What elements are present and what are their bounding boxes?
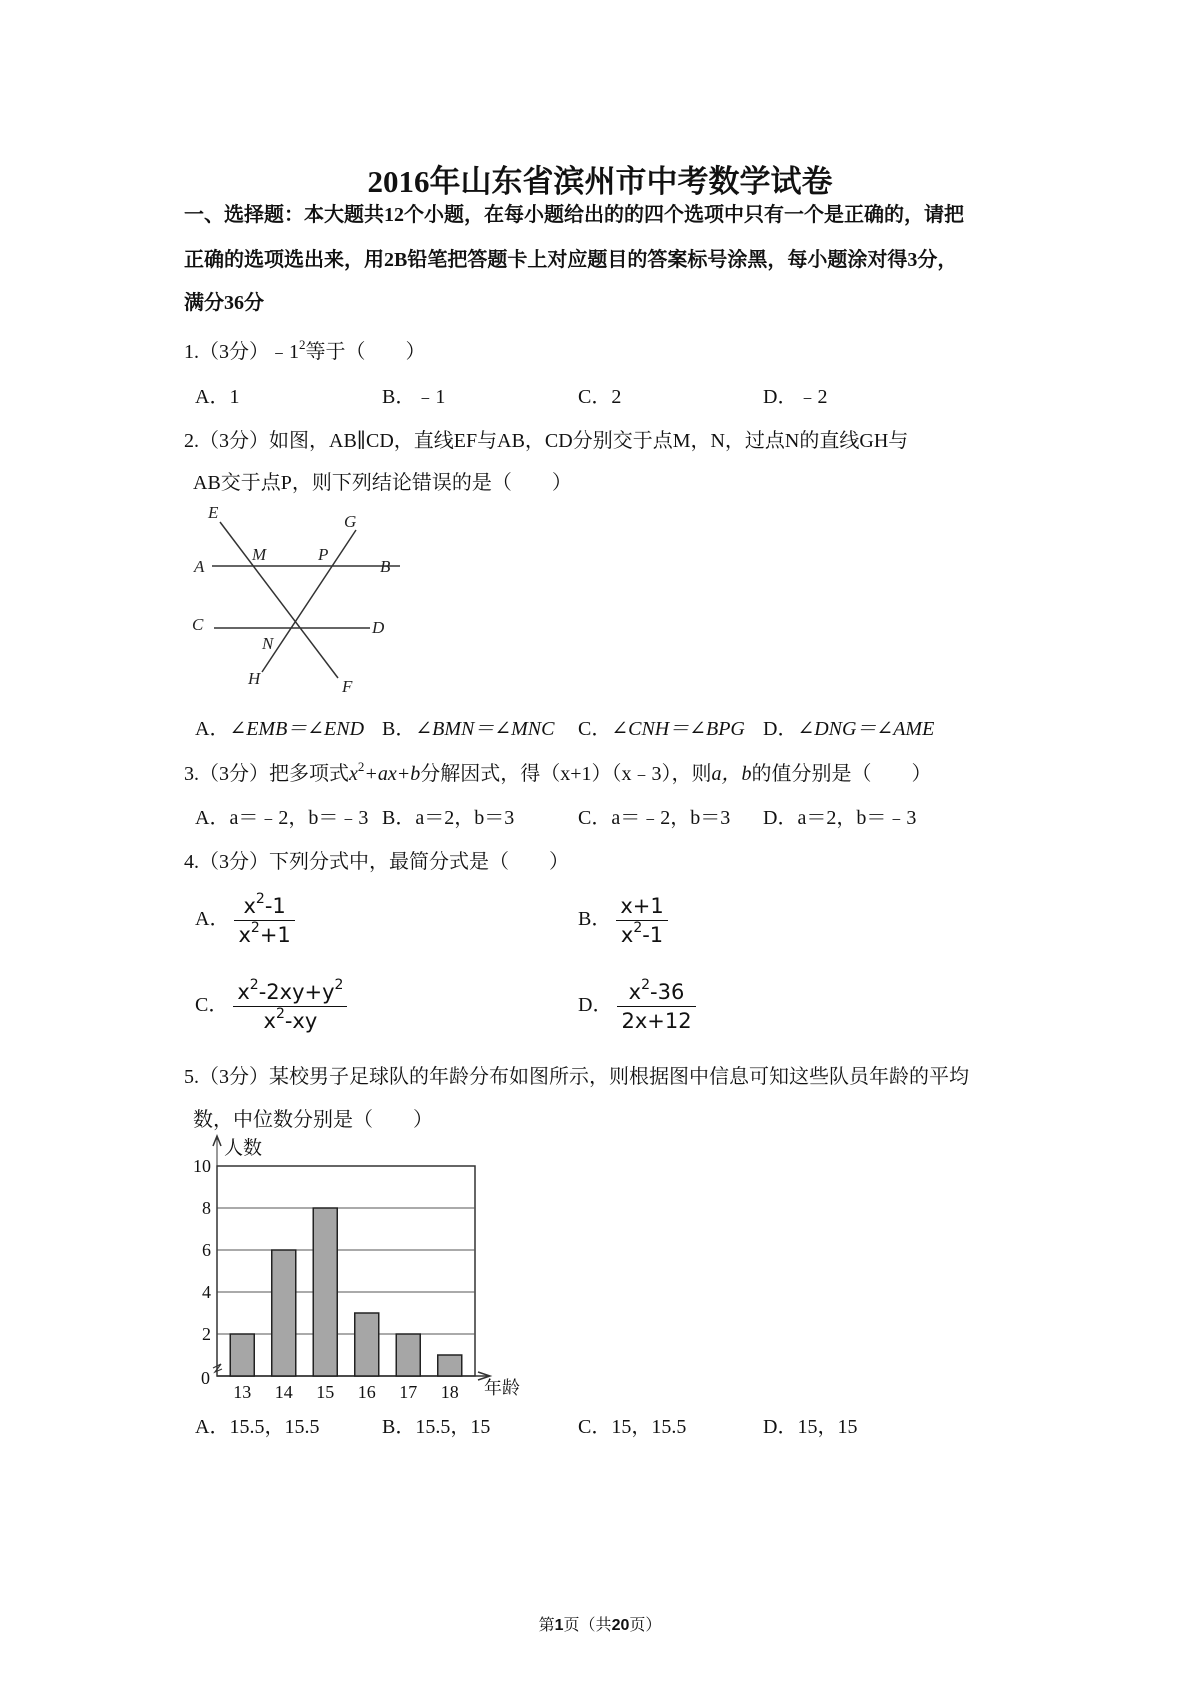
label-n: N: [262, 634, 274, 653]
bar-13: [230, 1334, 254, 1376]
y-tick-label: 10: [193, 1156, 211, 1176]
q5-option-c: C．15，15.5: [578, 1416, 687, 1438]
bar-17: [396, 1334, 420, 1376]
q1-text: 等于（ ）: [305, 341, 426, 363]
y-tick-label: 4: [202, 1282, 211, 1302]
q4-option-b: B． $\frac{x+1}{x^2-1}$: [578, 894, 668, 947]
q1-option-c: C．2: [578, 386, 622, 408]
y-axis-title: 人数: [224, 1138, 263, 1159]
label-g: G: [344, 512, 357, 531]
q3-option-b: B．a＝2，b＝3: [382, 807, 515, 829]
question-2: [184, 424, 908, 453]
q2-option-d: D．∠DNG＝∠AME: [763, 718, 935, 740]
question-4: 4.（3分）下列分式中，最简分式是（ ）: [184, 851, 569, 873]
q2-number: 2.: [184, 430, 199, 452]
q4-option-a: A． $\frac{x^2-1}{x^2+1}$: [195, 894, 295, 947]
q3-option-d: D．a＝2，b＝﹣3: [763, 807, 917, 829]
q1-expr: ﹣1: [269, 341, 299, 363]
bar-18: [438, 1355, 462, 1376]
page-title: 2016年山东省滨州市中考数学试卷: [367, 164, 833, 199]
fraction-b: $\frac{x+1}{x^2-1}$: [616, 894, 667, 947]
label-c: C: [192, 615, 204, 634]
label-m: M: [252, 545, 267, 564]
bar-16: [355, 1313, 379, 1376]
q1-option-d: D．﹣2: [763, 386, 828, 408]
q2-option-c: C．∠CNH＝∠BPG: [578, 718, 745, 740]
x-tick-label: 17: [399, 1382, 418, 1402]
label-e: E: [208, 503, 219, 522]
q4-option-c: C． $\frac{x^2-2xy+y^2}{x^2-xy}$: [195, 980, 347, 1033]
q2-text-2: AB交于点P，则下列结论错误的是（ ）: [193, 472, 572, 494]
q3-option-a: A．a＝﹣2，b＝﹣3: [195, 807, 369, 829]
q4-option-d: D． $\frac{x^2-36}{2x+12}$: [578, 980, 696, 1033]
label-d: D: [372, 618, 385, 637]
q3-option-c: C．a＝﹣2，b＝3: [578, 807, 731, 829]
question-1: [184, 335, 426, 364]
q1-exponent: 2: [299, 337, 306, 352]
x-tick-label: 14: [274, 1382, 293, 1402]
q2-option-a: A．∠EMB＝∠END: [195, 718, 365, 740]
bar-14: [272, 1250, 296, 1376]
q1-option-a: A．1: [195, 386, 240, 408]
section-line-2: 正确的选项选出来，用2B铅笔把答题卡上对应题目的答案标号涂黑，每小题涂对得3分，: [184, 249, 958, 271]
fraction-c: $\frac{x^2-2xy+y^2}{x^2-xy}$: [233, 980, 347, 1033]
page-footer: 第1页（共20页）: [538, 1617, 662, 1634]
age-bar-chart: [180, 1130, 540, 1405]
q1-number: 1.: [184, 341, 199, 363]
label-h: H: [248, 669, 261, 688]
section-line-1: 一、选择题：本大题共12个小题，在每小题给出的的四个选项中只有一个是正确的，请把: [184, 204, 964, 226]
question-5: 5.（3分）某校男子足球队的年龄分布如图所示，则根据图中信息可知这些队员年龄的平均: [184, 1066, 969, 1088]
label-b: B: [380, 557, 391, 576]
label-a: A: [194, 557, 205, 576]
label-f: F: [342, 677, 353, 696]
line-gh: [262, 530, 356, 672]
x-tick-label: 16: [357, 1382, 376, 1402]
q5-option-a: A．15.5，15.5: [195, 1416, 320, 1438]
q5-text-2: 数，中位数分别是（ ）: [193, 1109, 433, 1131]
axis-break-mark: [213, 1364, 222, 1372]
x-axis-title: 年龄: [484, 1378, 520, 1398]
x-tick-label: 15: [316, 1382, 335, 1402]
x-tick-label: 18: [440, 1382, 459, 1402]
y-tick-label: 6: [202, 1240, 211, 1260]
q2-score: （3分）: [199, 430, 269, 452]
y-tick-label: 0: [201, 1368, 210, 1388]
fraction-d: $\frac{x^2-36}{2x+12}$: [617, 980, 695, 1033]
x-tick-label: 13: [233, 1382, 252, 1402]
q5-option-b: B．15.5，15: [382, 1416, 491, 1438]
section-line-3: 满分36分: [184, 292, 264, 314]
y-tick-label: 8: [202, 1198, 211, 1218]
label-p: P: [318, 545, 329, 564]
question-3: 3.（3分）把多项式$x^2+ax+b$分解因式，得（x+1）（x﹣3），则a，b的值分别是（ ）: [184, 759, 932, 785]
q2-text-1: 如图，AB∥CD，直线EF与AB，CD分别交于点M，N，过点N的直线GH与: [269, 430, 909, 452]
q5-option-d: D．15，15: [763, 1416, 858, 1438]
q2-option-b: B．∠BMN＝∠MNC: [382, 718, 555, 740]
q2-figure: [190, 500, 430, 700]
fraction-a: $\frac{x^2-1}{x^2+1}$: [234, 894, 294, 947]
bar-15: [313, 1208, 337, 1376]
y-tick-label: 2: [202, 1324, 211, 1344]
chart-frame: [217, 1166, 475, 1376]
q1-option-b: B．﹣1: [382, 386, 446, 408]
q1-score: （3分）: [199, 341, 269, 363]
